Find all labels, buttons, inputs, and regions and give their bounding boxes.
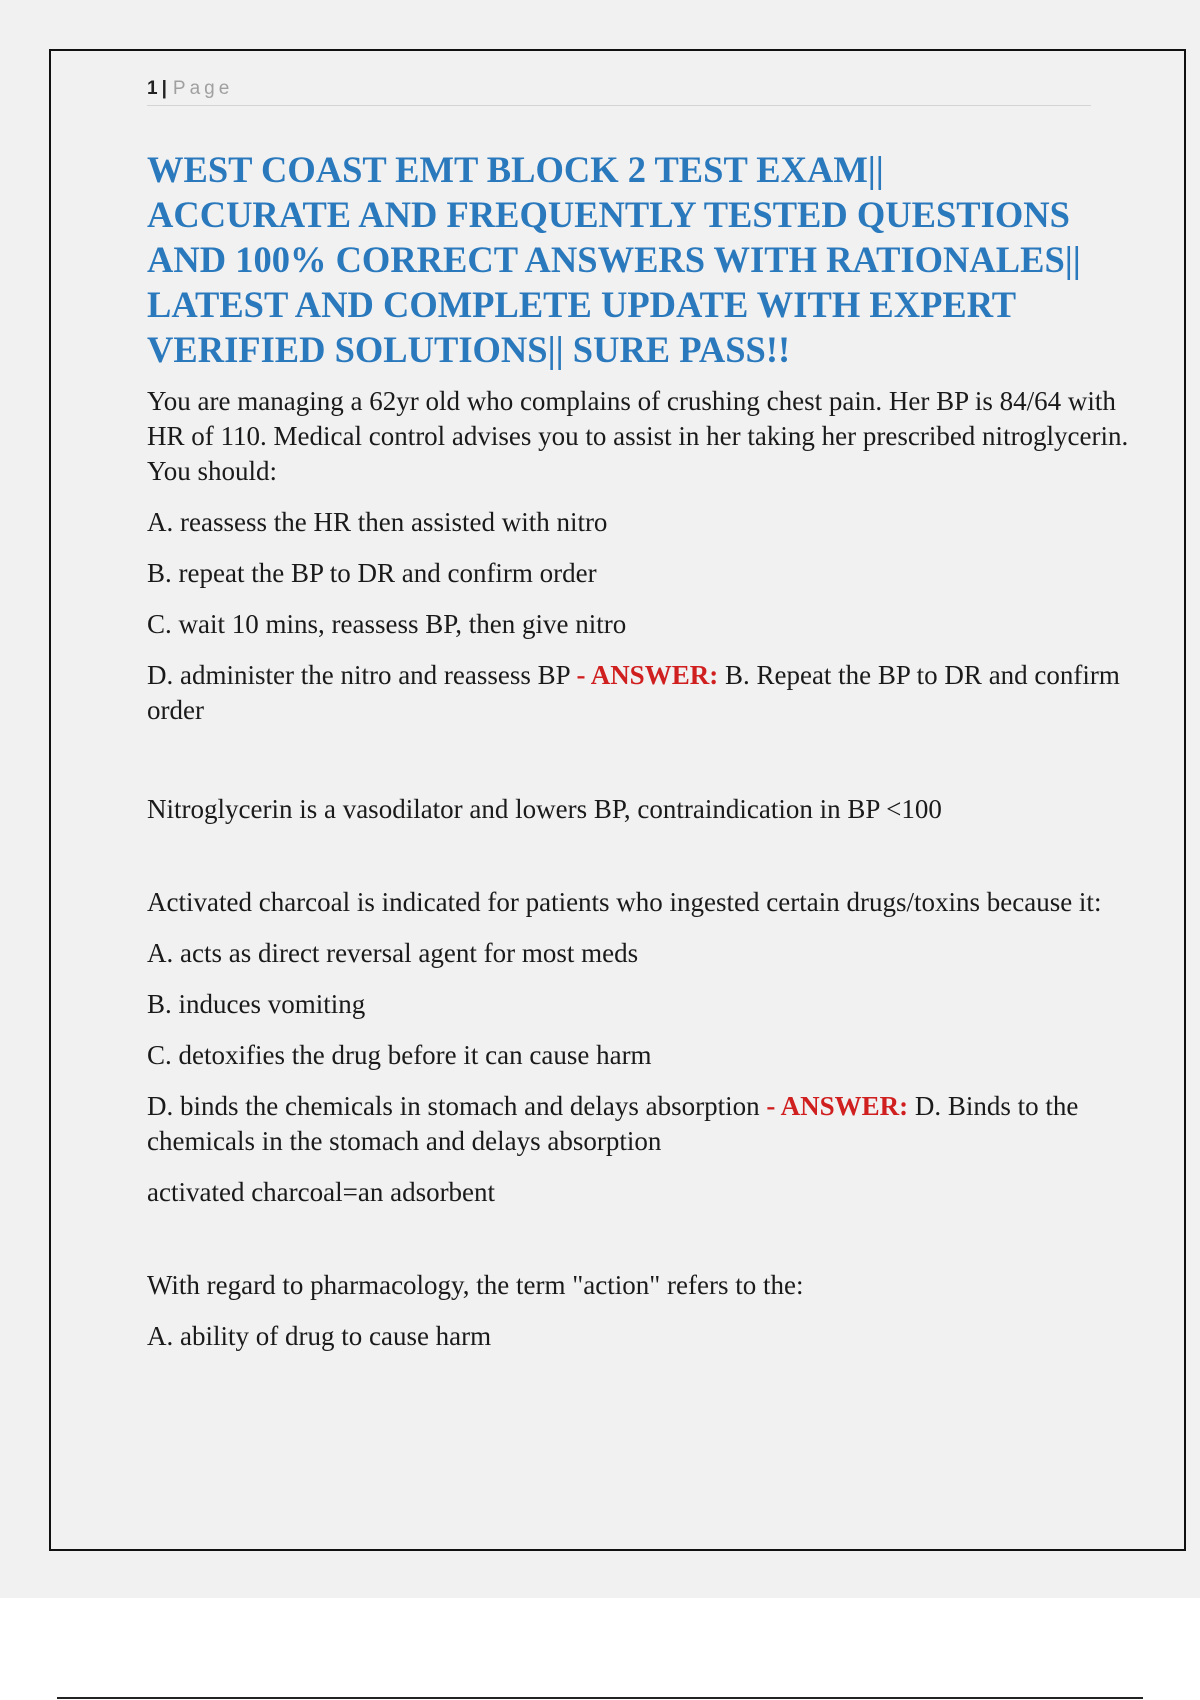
- question-2-rationale: activated charcoal=an adsorbent: [147, 1177, 496, 1207]
- page-label: Page: [172, 78, 234, 99]
- question-2-option-d: D. binds the chemicals in stomach and delays absorption: [147, 1091, 760, 1121]
- question-1-option-d-with-answer: [147, 658, 1137, 728]
- title-line-2: ACCURATE AND FREQUENTLY TESTED QUESTIONS: [147, 194, 1070, 235]
- question-2-option-b: B. induces vomiting: [147, 989, 366, 1019]
- next-page-area: [0, 1598, 1200, 1700]
- title-line-1: WEST COAST EMT BLOCK 2 TEST EXAM||: [147, 149, 884, 190]
- question-1-stem: You are managing a 62yr old who complains of crushing chest pain. Her BP is 84/64 with HR of 110. Medical control advises you to assist in her taking her prescribed nitroglycerin. You should:: [147, 386, 1129, 486]
- question-3-stem: With regard to pharmacology, the term "action" refers to the:: [147, 1270, 804, 1300]
- spacer: [147, 827, 1137, 885]
- question-1-option-c: C. wait 10 mins, reassess BP, then give nitro: [147, 609, 627, 639]
- page-header: [147, 75, 1091, 106]
- question-1-option-a: A. reassess the HR then assisted with nitro: [147, 507, 608, 537]
- spacer: [147, 1210, 1137, 1268]
- question-2-answer-text: D. Binds to the chemicals in the stomach and delays absorption: [147, 1091, 1079, 1156]
- title-line-4: LATEST AND COMPLETE UPDATE WITH EXPERT: [147, 284, 1017, 325]
- document-title: [147, 147, 1137, 372]
- question-1-option-d: D. administer the nitro and reassess BP: [147, 660, 570, 690]
- document-body: [147, 147, 1137, 1370]
- spacer: [147, 744, 1137, 792]
- question-2-option-a: A. acts as direct reversal agent for most meds: [147, 938, 639, 968]
- question-3-option-a: A. ability of drug to cause harm: [147, 1321, 492, 1351]
- question-1-answer-label: - ANSWER:: [576, 660, 719, 690]
- title-line-5: VERIFIED SOLUTIONS|| SURE PASS!!: [147, 329, 791, 370]
- question-2-option-c: C. detoxifies the drug before it can cause harm: [147, 1040, 652, 1070]
- question-2-answer-label: - ANSWER:: [766, 1091, 909, 1121]
- title-line-3: AND 100% CORRECT ANSWERS WITH RATIONALES||: [147, 239, 1081, 280]
- page-number: 1: [147, 78, 158, 99]
- question-1-answer-text: B. Repeat the BP to DR and confirm order: [147, 660, 1120, 725]
- next-page-top-border: [57, 1697, 1143, 1699]
- document-page: [49, 49, 1186, 1551]
- page-number-separator: |: [161, 78, 167, 99]
- question-2-stem: Activated charcoal is indicated for patients who ingested certain drugs/toxins because it:: [147, 887, 1102, 917]
- question-2-option-d-with-answer: [147, 1089, 1137, 1159]
- question-1-rationale: Nitroglycerin is a vasodilator and lowers BP, contraindication in BP <100: [147, 794, 942, 824]
- question-1-option-b: B. repeat the BP to DR and confirm order: [147, 558, 597, 588]
